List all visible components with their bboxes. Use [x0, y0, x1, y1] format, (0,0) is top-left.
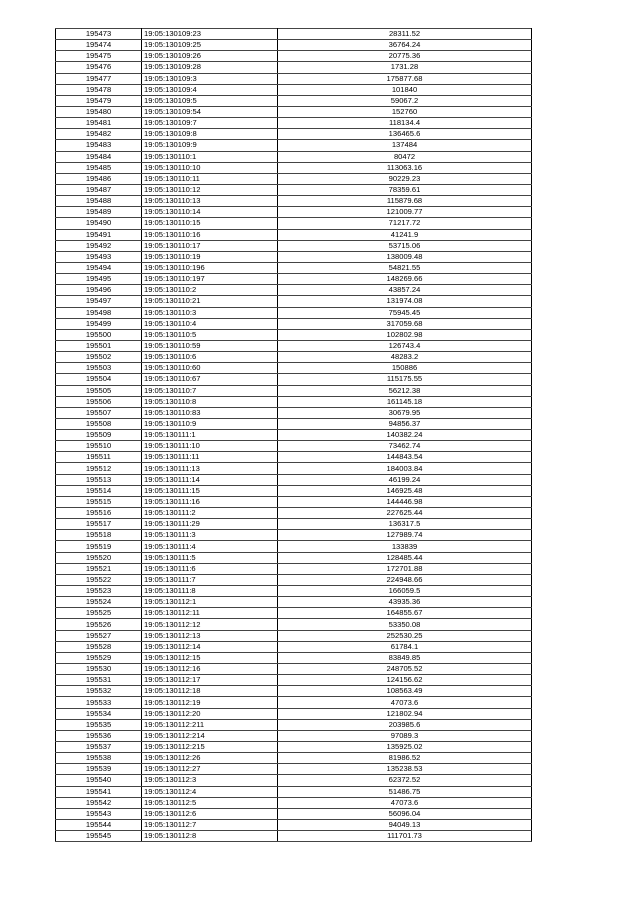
amount-cell: 127989.74 [278, 530, 532, 541]
row-id-cell: 195487 [56, 184, 142, 195]
code-cell: 19:05:130111:29 [142, 519, 278, 530]
code-cell: 19:05:130109:25 [142, 40, 278, 51]
table-row [56, 675, 532, 686]
table-row [56, 496, 532, 507]
row-id-cell: 195478 [56, 84, 142, 95]
row-id-cell: 195495 [56, 274, 142, 285]
table-row [56, 552, 532, 563]
row-id-cell: 195513 [56, 474, 142, 485]
amount-cell: 136465.6 [278, 129, 532, 140]
amount-cell: 30679.95 [278, 407, 532, 418]
code-cell: 19:05:130110:3 [142, 307, 278, 318]
table-row [56, 808, 532, 819]
code-cell: 19:05:130109:9 [142, 140, 278, 151]
row-id-cell: 195534 [56, 708, 142, 719]
amount-cell: 144446.98 [278, 496, 532, 507]
table-row [56, 73, 532, 84]
code-cell: 19:05:130110:83 [142, 407, 278, 418]
code-cell: 19:05:130109:54 [142, 106, 278, 117]
amount-cell: 224948.66 [278, 574, 532, 585]
row-id-cell: 195499 [56, 318, 142, 329]
table-row [56, 474, 532, 485]
code-cell: 19:05:130110:60 [142, 363, 278, 374]
amount-cell: 172701.88 [278, 563, 532, 574]
amount-cell: 175877.68 [278, 73, 532, 84]
code-cell: 19:05:130110:21 [142, 296, 278, 307]
row-id-cell: 195520 [56, 552, 142, 563]
amount-cell: 81986.52 [278, 753, 532, 764]
row-id-cell: 195536 [56, 730, 142, 741]
code-cell: 19:05:130110:8 [142, 396, 278, 407]
table-row [56, 196, 532, 207]
data-table [55, 28, 532, 842]
code-cell: 19:05:130110:9 [142, 418, 278, 429]
row-id-cell: 195506 [56, 396, 142, 407]
code-cell: 19:05:130112:215 [142, 742, 278, 753]
code-cell: 19:05:130110:7 [142, 385, 278, 396]
amount-cell: 164855.67 [278, 608, 532, 619]
table-row [56, 262, 532, 273]
table-row [56, 597, 532, 608]
table-row [56, 519, 532, 530]
table-row [56, 652, 532, 663]
code-cell: 19:05:130111:16 [142, 496, 278, 507]
code-cell: 19:05:130111:4 [142, 541, 278, 552]
row-id-cell: 195500 [56, 329, 142, 340]
table-row [56, 819, 532, 830]
amount-cell: 53715.06 [278, 240, 532, 251]
table-row [56, 664, 532, 675]
code-cell: 19:05:130109:4 [142, 84, 278, 95]
code-cell: 19:05:130112:4 [142, 786, 278, 797]
amount-cell: 227625.44 [278, 508, 532, 519]
table-row [56, 831, 532, 842]
row-id-cell: 195528 [56, 641, 142, 652]
table-row [56, 619, 532, 630]
amount-cell: 138009.48 [278, 251, 532, 262]
row-id-cell: 195485 [56, 162, 142, 173]
amount-cell: 115175.55 [278, 374, 532, 385]
row-id-cell: 195511 [56, 452, 142, 463]
row-id-cell: 195509 [56, 430, 142, 441]
row-id-cell: 195526 [56, 619, 142, 630]
table-row [56, 340, 532, 351]
row-id-cell: 195529 [56, 652, 142, 663]
table-row [56, 418, 532, 429]
row-id-cell: 195476 [56, 62, 142, 73]
amount-cell: 62372.52 [278, 775, 532, 786]
row-id-cell: 195532 [56, 686, 142, 697]
code-cell: 19:05:130110:15 [142, 218, 278, 229]
row-id-cell: 195473 [56, 29, 142, 40]
code-cell: 19:05:130112:1 [142, 597, 278, 608]
table-row [56, 764, 532, 775]
row-id-cell: 195516 [56, 508, 142, 519]
code-cell: 19:05:130111:5 [142, 552, 278, 563]
amount-cell: 152760 [278, 106, 532, 117]
amount-cell: 41241.9 [278, 229, 532, 240]
code-cell: 19:05:130110:6 [142, 352, 278, 363]
code-cell: 19:05:130112:13 [142, 630, 278, 641]
table-row [56, 363, 532, 374]
amount-cell: 36764.24 [278, 40, 532, 51]
row-id-cell: 195491 [56, 229, 142, 240]
amount-cell: 20775.36 [278, 51, 532, 62]
amount-cell: 56096.04 [278, 808, 532, 819]
code-cell: 19:05:130111:15 [142, 485, 278, 496]
row-id-cell: 195483 [56, 140, 142, 151]
amount-cell: 135925.02 [278, 742, 532, 753]
code-cell: 19:05:130109:8 [142, 129, 278, 140]
amount-cell: 53350.08 [278, 619, 532, 630]
code-cell: 19:05:130110:19 [142, 251, 278, 262]
table-row [56, 508, 532, 519]
table-row [56, 797, 532, 808]
code-cell: 19:05:130112:16 [142, 664, 278, 675]
table-row [56, 106, 532, 117]
table-row [56, 62, 532, 73]
row-id-cell: 195538 [56, 753, 142, 764]
row-id-cell: 195505 [56, 385, 142, 396]
code-cell: 19:05:130111:3 [142, 530, 278, 541]
code-cell: 19:05:130112:8 [142, 831, 278, 842]
code-cell: 19:05:130110:11 [142, 173, 278, 184]
code-cell: 19:05:130110:4 [142, 318, 278, 329]
row-id-cell: 195474 [56, 40, 142, 51]
amount-cell: 94049.13 [278, 819, 532, 830]
code-cell: 19:05:130109:26 [142, 51, 278, 62]
table-row [56, 541, 532, 552]
row-id-cell: 195479 [56, 95, 142, 106]
row-id-cell: 195537 [56, 742, 142, 753]
table-row [56, 385, 532, 396]
row-id-cell: 195507 [56, 407, 142, 418]
amount-cell: 97089.3 [278, 730, 532, 741]
amount-cell: 115879.68 [278, 196, 532, 207]
table-row [56, 463, 532, 474]
table-row [56, 374, 532, 385]
row-id-cell: 195492 [56, 240, 142, 251]
table-row [56, 686, 532, 697]
code-cell: 19:05:130110:12 [142, 184, 278, 195]
code-cell: 19:05:130111:8 [142, 586, 278, 597]
code-cell: 19:05:130111:11 [142, 452, 278, 463]
table-row [56, 162, 532, 173]
code-cell: 19:05:130110:14 [142, 207, 278, 218]
code-cell: 19:05:130112:214 [142, 730, 278, 741]
amount-cell: 118134.4 [278, 118, 532, 129]
code-cell: 19:05:130110:17 [142, 240, 278, 251]
amount-cell: 71217.72 [278, 218, 532, 229]
table-row [56, 742, 532, 753]
row-id-cell: 195533 [56, 697, 142, 708]
row-id-cell: 195496 [56, 285, 142, 296]
table-row [56, 51, 532, 62]
amount-cell: 144843.54 [278, 452, 532, 463]
table-row [56, 574, 532, 585]
code-cell: 19:05:130112:15 [142, 652, 278, 663]
code-cell: 19:05:130110:196 [142, 262, 278, 273]
row-id-cell: 195517 [56, 519, 142, 530]
row-id-cell: 195490 [56, 218, 142, 229]
amount-cell: 146925.48 [278, 485, 532, 496]
table-row [56, 396, 532, 407]
row-id-cell: 195501 [56, 340, 142, 351]
row-id-cell: 195493 [56, 251, 142, 262]
table-row [56, 274, 532, 285]
code-cell: 19:05:130112:11 [142, 608, 278, 619]
row-id-cell: 195521 [56, 563, 142, 574]
table-row [56, 485, 532, 496]
row-id-cell: 195512 [56, 463, 142, 474]
amount-cell: 101840 [278, 84, 532, 95]
row-id-cell: 195498 [56, 307, 142, 318]
code-cell: 19:05:130110:10 [142, 162, 278, 173]
row-id-cell: 195524 [56, 597, 142, 608]
code-cell: 19:05:130112:17 [142, 675, 278, 686]
table-row [56, 229, 532, 240]
table-row [56, 586, 532, 597]
amount-cell: 166059.5 [278, 586, 532, 597]
amount-cell: 317059.68 [278, 318, 532, 329]
amount-cell: 94856.37 [278, 418, 532, 429]
table-row [56, 129, 532, 140]
table-row [56, 407, 532, 418]
code-cell: 19:05:130110:67 [142, 374, 278, 385]
code-cell: 19:05:130112:14 [142, 641, 278, 652]
amount-cell: 43857.24 [278, 285, 532, 296]
code-cell: 19:05:130110:59 [142, 340, 278, 351]
code-cell: 19:05:130112:7 [142, 819, 278, 830]
amount-cell: 59067.2 [278, 95, 532, 106]
row-id-cell: 195486 [56, 173, 142, 184]
amount-cell: 75945.45 [278, 307, 532, 318]
table-row [56, 307, 532, 318]
code-cell: 19:05:130109:5 [142, 95, 278, 106]
amount-cell: 78359.61 [278, 184, 532, 195]
amount-cell: 80472 [278, 151, 532, 162]
code-cell: 19:05:130111:10 [142, 441, 278, 452]
row-id-cell: 195522 [56, 574, 142, 585]
code-cell: 19:05:130110:197 [142, 274, 278, 285]
table-row [56, 452, 532, 463]
table-row [56, 207, 532, 218]
row-id-cell: 195481 [56, 118, 142, 129]
amount-cell: 128485.44 [278, 552, 532, 563]
code-cell: 19:05:130111:1 [142, 430, 278, 441]
amount-cell: 51486.75 [278, 786, 532, 797]
row-id-cell: 195514 [56, 485, 142, 496]
amount-cell: 90229.23 [278, 173, 532, 184]
table-row [56, 753, 532, 764]
table-row [56, 697, 532, 708]
row-id-cell: 195480 [56, 106, 142, 117]
table-row [56, 430, 532, 441]
table-row [56, 641, 532, 652]
row-id-cell: 195543 [56, 808, 142, 819]
code-cell: 19:05:130111:2 [142, 508, 278, 519]
table-row [56, 173, 532, 184]
row-id-cell: 195494 [56, 262, 142, 273]
code-cell: 19:05:130112:26 [142, 753, 278, 764]
row-id-cell: 195542 [56, 797, 142, 808]
row-id-cell: 195519 [56, 541, 142, 552]
table-row [56, 40, 532, 51]
amount-cell: 108563.49 [278, 686, 532, 697]
amount-cell: 1731.28 [278, 62, 532, 73]
table-row [56, 786, 532, 797]
row-id-cell: 195489 [56, 207, 142, 218]
code-cell: 19:05:130110:5 [142, 329, 278, 340]
row-id-cell: 195482 [56, 129, 142, 140]
amount-cell: 121802.94 [278, 708, 532, 719]
amount-cell: 161145.18 [278, 396, 532, 407]
amount-cell: 137484 [278, 140, 532, 151]
row-id-cell: 195541 [56, 786, 142, 797]
amount-cell: 43935.36 [278, 597, 532, 608]
row-id-cell: 195475 [56, 51, 142, 62]
code-cell: 19:05:130110:16 [142, 229, 278, 240]
amount-cell: 148269.66 [278, 274, 532, 285]
amount-cell: 54821.55 [278, 262, 532, 273]
amount-cell: 56212.38 [278, 385, 532, 396]
amount-cell: 248705.52 [278, 664, 532, 675]
row-id-cell: 195504 [56, 374, 142, 385]
row-id-cell: 195477 [56, 73, 142, 84]
row-id-cell: 195525 [56, 608, 142, 619]
table-row [56, 95, 532, 106]
amount-cell: 61784.1 [278, 641, 532, 652]
table-row [56, 285, 532, 296]
amount-cell: 150886 [278, 363, 532, 374]
code-cell: 19:05:130109:3 [142, 73, 278, 84]
amount-cell: 48283.2 [278, 352, 532, 363]
code-cell: 19:05:130109:28 [142, 62, 278, 73]
code-cell: 19:05:130112:12 [142, 619, 278, 630]
amount-cell: 252530.25 [278, 630, 532, 641]
table-row [56, 630, 532, 641]
amount-cell: 133839 [278, 541, 532, 552]
row-id-cell: 195484 [56, 151, 142, 162]
row-id-cell: 195544 [56, 819, 142, 830]
amount-cell: 184003.84 [278, 463, 532, 474]
row-id-cell: 195488 [56, 196, 142, 207]
code-cell: 19:05:130112:20 [142, 708, 278, 719]
amount-cell: 111701.73 [278, 831, 532, 842]
amount-cell: 83849.85 [278, 652, 532, 663]
table-row [56, 441, 532, 452]
code-cell: 19:05:130112:19 [142, 697, 278, 708]
code-cell: 19:05:130110:2 [142, 285, 278, 296]
code-cell: 19:05:130111:6 [142, 563, 278, 574]
amount-cell: 28311.52 [278, 29, 532, 40]
code-cell: 19:05:130112:6 [142, 808, 278, 819]
code-cell: 19:05:130110:1 [142, 151, 278, 162]
table-row [56, 775, 532, 786]
table-row [56, 352, 532, 363]
code-cell: 19:05:130110:13 [142, 196, 278, 207]
amount-cell: 131974.08 [278, 296, 532, 307]
code-cell: 19:05:130111:13 [142, 463, 278, 474]
code-cell: 19:05:130112:211 [142, 719, 278, 730]
row-id-cell: 195540 [56, 775, 142, 786]
code-cell: 19:05:130111:7 [142, 574, 278, 585]
amount-cell: 135238.53 [278, 764, 532, 775]
table-row [56, 563, 532, 574]
amount-cell: 203985.6 [278, 719, 532, 730]
code-cell: 19:05:130112:5 [142, 797, 278, 808]
row-id-cell: 195530 [56, 664, 142, 675]
code-cell: 19:05:130111:14 [142, 474, 278, 485]
table-row [56, 240, 532, 251]
code-cell: 19:05:130109:23 [142, 29, 278, 40]
row-id-cell: 195545 [56, 831, 142, 842]
code-cell: 19:05:130112:27 [142, 764, 278, 775]
code-cell: 19:05:130112:3 [142, 775, 278, 786]
row-id-cell: 195523 [56, 586, 142, 597]
table-row [56, 140, 532, 151]
row-id-cell: 195503 [56, 363, 142, 374]
table-row [56, 608, 532, 619]
row-id-cell: 195527 [56, 630, 142, 641]
amount-cell: 46199.24 [278, 474, 532, 485]
table-row [56, 84, 532, 95]
table-row [56, 151, 532, 162]
table-row [56, 218, 532, 229]
table-row [56, 184, 532, 195]
amount-cell: 47073.6 [278, 697, 532, 708]
table-row [56, 118, 532, 129]
table-row [56, 719, 532, 730]
table-row [56, 318, 532, 329]
table-body [56, 29, 532, 842]
code-cell: 19:05:130109:7 [142, 118, 278, 129]
amount-cell: 140382.24 [278, 430, 532, 441]
row-id-cell: 195497 [56, 296, 142, 307]
amount-cell: 124156.62 [278, 675, 532, 686]
amount-cell: 73462.74 [278, 441, 532, 452]
row-id-cell: 195535 [56, 719, 142, 730]
code-cell: 19:05:130112:18 [142, 686, 278, 697]
table-row [56, 530, 532, 541]
table-row [56, 296, 532, 307]
row-id-cell: 195502 [56, 352, 142, 363]
row-id-cell: 195518 [56, 530, 142, 541]
amount-cell: 113063.16 [278, 162, 532, 173]
row-id-cell: 195510 [56, 441, 142, 452]
row-id-cell: 195508 [56, 418, 142, 429]
table-row [56, 29, 532, 40]
table-row [56, 329, 532, 340]
row-id-cell: 195531 [56, 675, 142, 686]
table-row [56, 730, 532, 741]
row-id-cell: 195539 [56, 764, 142, 775]
row-id-cell: 195515 [56, 496, 142, 507]
amount-cell: 126743.4 [278, 340, 532, 351]
table-row [56, 251, 532, 262]
table-row [56, 708, 532, 719]
amount-cell: 121009.77 [278, 207, 532, 218]
amount-cell: 102802.98 [278, 329, 532, 340]
amount-cell: 47073.6 [278, 797, 532, 808]
amount-cell: 136317.5 [278, 519, 532, 530]
